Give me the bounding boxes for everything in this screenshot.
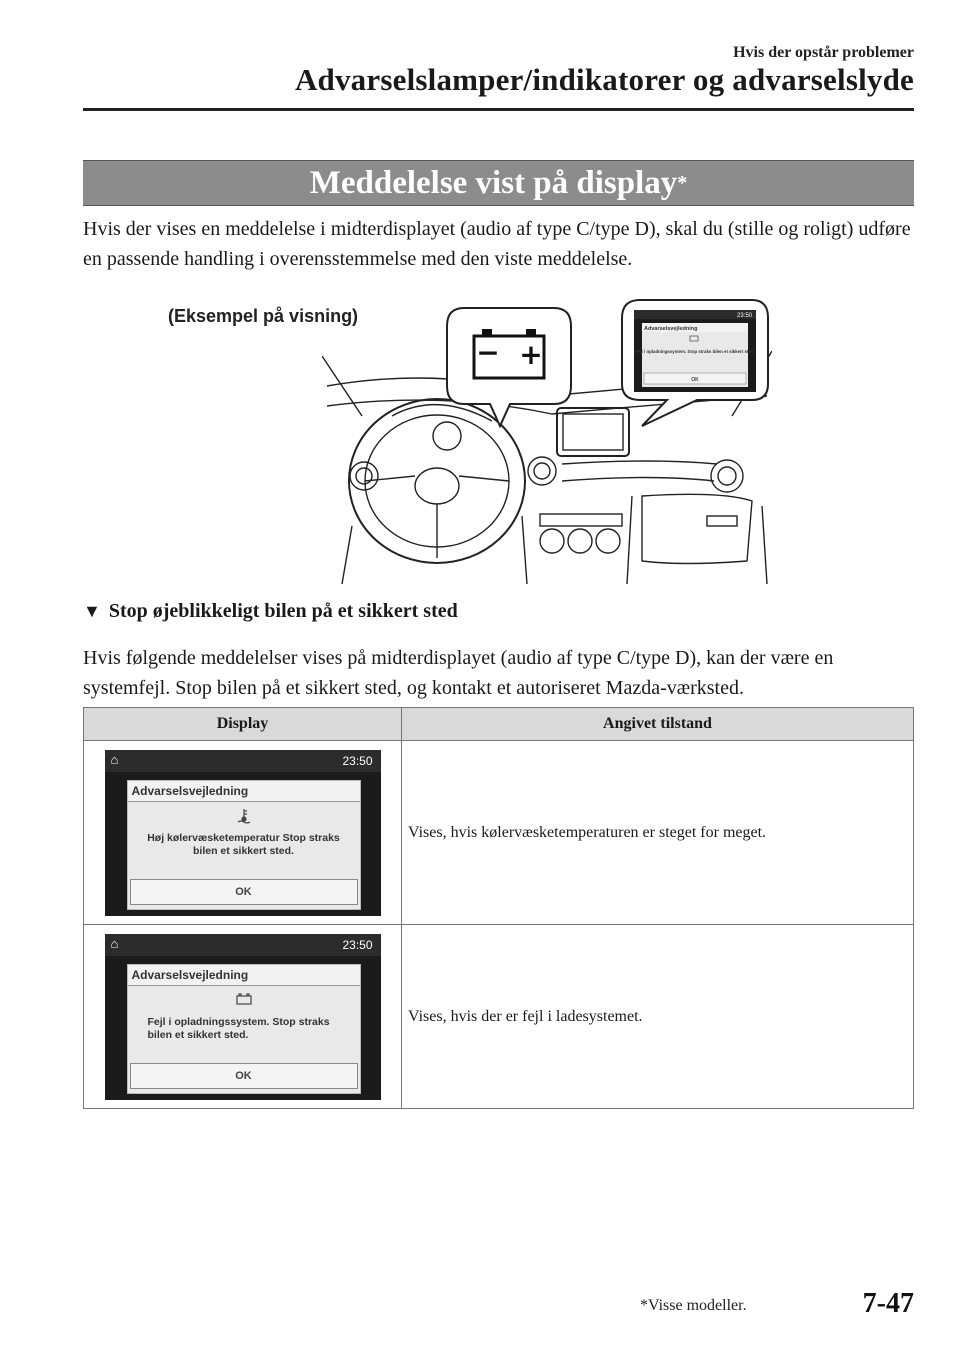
mini-screen-clock: 23:50 — [736, 313, 752, 319]
chapter-title: Advarselslamper/indikatorer og advarselslyde — [294, 62, 914, 97]
table-header-row — [84, 708, 914, 741]
page-number: 7-47 — [862, 1288, 914, 1319]
header-rule — [83, 108, 914, 111]
dialog-message: Fejl i opladningssystem. Stop straks bilen et sikkert sted. — [147, 1015, 330, 1041]
subsection-heading — [83, 600, 458, 623]
home-icon: ⌂ — [110, 935, 119, 951]
mini-screen-message: Fejl i opladningssystem. Stop straks bilen et sikkert sted. — [635, 349, 755, 354]
screen-clock: 23:50 — [342, 937, 373, 952]
dialog-message: Høj kølervæsketemperatur Stop straks bilen et sikkert sted. — [147, 831, 340, 857]
battery-plus-symbol: + — [519, 338, 543, 371]
footnote: *Visse modeller. — [640, 1297, 747, 1314]
table-cell-display — [84, 741, 402, 925]
table-row — [84, 741, 914, 925]
dialog-title: Advarselsvejledning — [128, 781, 360, 802]
table-cell-display — [84, 925, 402, 1109]
table-row — [84, 925, 914, 1109]
warning-message-table — [83, 707, 914, 1109]
section-title-mark: * — [677, 171, 688, 194]
screen-clock: 23:50 — [342, 753, 373, 768]
section-heading-band — [83, 160, 914, 206]
coolant-temperature-icon — [128, 808, 360, 824]
ok-button[interactable]: OK — [130, 1063, 358, 1089]
subsection-paragraph: Hvis følgende meddelelser vises på midterdisplayet (audio af type C/type D), kan der være en systemfejl. Stop bilen på et sikkert sted, og kontakt et autoriseret Mazda-værksted. — [83, 647, 834, 699]
intro-paragraph: Hvis der vises en meddelelse i midterdisplayet (audio af type C/type D), skal du (stille og roligt) udføre en passende handling i overensstemmelse med den viste meddelelse. — [83, 218, 911, 270]
table-header-display: Display — [84, 708, 402, 741]
warning-dialog — [127, 964, 361, 1094]
chapter-subtitle: Hvis der opstår problemer — [733, 44, 914, 61]
example-label: (Eksempel på visning) — [168, 306, 359, 326]
home-icon: ⌂ — [110, 751, 119, 767]
table-header-condition: Angivet tilstand — [402, 708, 914, 741]
warning-dialog — [127, 780, 361, 910]
mini-screen-dialog-title: Advarselsvejledning — [644, 326, 698, 332]
table-cell-condition: Vises, hvis kølervæsketemperaturen er steget for meget. — [402, 741, 914, 925]
section-title: Meddelelse vist på display — [309, 164, 678, 201]
table-cell-condition: Vises, hvis der er fejl i ladesystemet. — [402, 925, 914, 1109]
subsection-title: Stop øjeblikkeligt bilen på et sikkert sted — [108, 600, 458, 622]
subsection-marker: ▼ — [83, 601, 101, 621]
screen-status-bar — [105, 934, 381, 956]
display-screenshot-coolant — [105, 750, 381, 916]
dashboard-illustration — [322, 296, 772, 584]
display-screenshot-charging — [105, 934, 381, 1100]
mini-screen-ok: OK — [691, 377, 699, 383]
dialog-title: Advarselsvejledning — [128, 965, 360, 986]
battery-minus-symbol: − — [476, 336, 500, 369]
screen-status-bar — [105, 750, 381, 772]
battery-icon — [128, 992, 360, 1008]
ok-button[interactable]: OK — [130, 879, 358, 905]
